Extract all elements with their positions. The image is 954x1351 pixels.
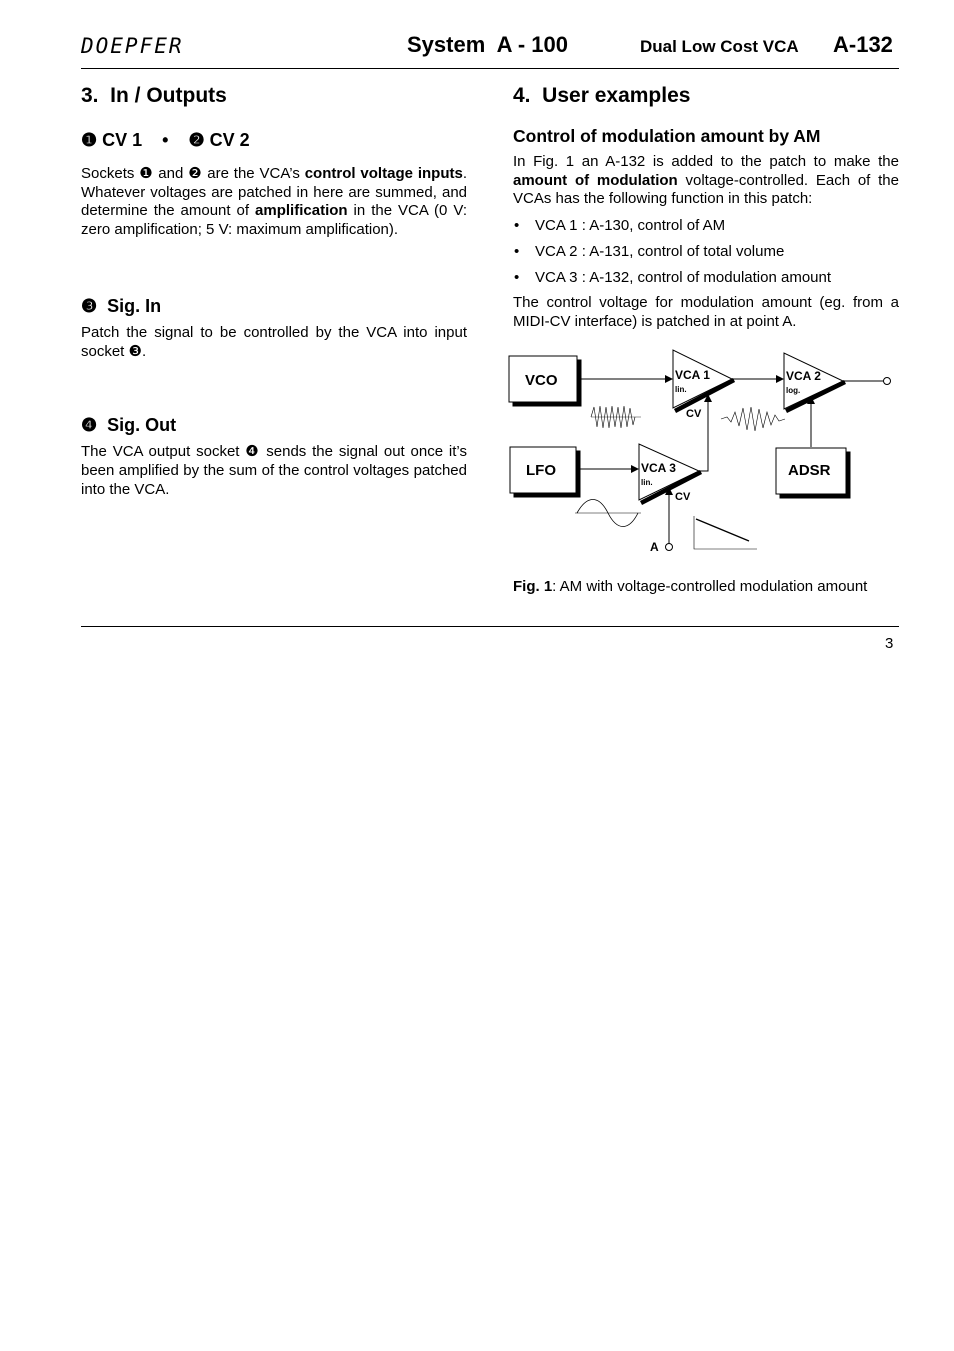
right-column — [513, 82, 899, 332]
list-item: • VCA 3 : A-132, control of modulation amount — [513, 269, 899, 287]
list-item: • VCA 2 : A-131, control of total volume — [513, 243, 899, 261]
cv-paragraph: Sockets ❶ and ❷ are the VCA’s control voltage inputs. Whatever voltages are patched in here are summed, and determine the amount of amplification in the VCA (0 V: zero amplification; 5 V: maximum amplification). — [81, 165, 467, 239]
cv-ramp-line — [696, 519, 749, 541]
doepfer-logo: DOEPFER — [81, 34, 184, 58]
sig-out-heading: ❹ Sig. Out — [81, 415, 177, 436]
figure-caption: Fig. 1: AM with voltage-controlled modulation amount — [513, 578, 868, 595]
point-a-socket — [666, 544, 673, 551]
section-heading-user-examples: 4. User examples — [513, 84, 691, 107]
section-heading-in-outputs: 3. In / Outputs — [81, 84, 227, 107]
patch-diagram — [507, 345, 899, 560]
lfo-label: LFO — [526, 462, 556, 479]
adsr-label: ADSR — [788, 462, 831, 479]
sig-out-paragraph: The VCA output socket ❹ sends the signal out once it’s been amplified by the sum of the control voltages patched into the VCA. — [81, 443, 467, 498]
left-column — [81, 82, 467, 499]
vca2-label: VCA 2 — [786, 369, 821, 383]
vca3-to-vca1-cv-line — [699, 395, 708, 471]
vca1-label: VCA 1 — [675, 368, 710, 382]
vca2-mode-label: log. — [786, 386, 801, 395]
vca3-cv-label: CV — [675, 491, 691, 503]
footer-rule — [81, 626, 899, 627]
vca1-cv-label: CV — [686, 408, 702, 420]
product-code: A-132 — [833, 32, 893, 57]
list-item: • VCA 1 : A-130, control of AM — [513, 217, 899, 235]
system-title: System A - 100 — [407, 32, 569, 57]
cv-heading: ❶ CV 1 • ❷ CV 2 — [81, 130, 250, 150]
vca-function-list — [513, 217, 899, 287]
vco-label: VCO — [525, 372, 558, 389]
vca1-mode-label: lin. — [675, 385, 687, 394]
output-socket — [884, 378, 891, 385]
point-a-label: A — [650, 540, 659, 554]
vca3-label: VCA 3 — [641, 461, 676, 475]
intro-paragraph: In Fig. 1 an A-132 is added to the patch to make the amount of modulation voltage-controlled. Each of the VCAs has the following function in this patch: — [513, 153, 899, 208]
cv-ramp-axes — [694, 516, 757, 549]
example-subheading: Control of modulation amount by AM — [513, 126, 821, 146]
am-waveform — [721, 407, 785, 431]
product-name: Dual Low Cost VCA — [640, 37, 799, 56]
page-number: 3 — [885, 635, 894, 652]
sig-in-paragraph: Patch the signal to be controlled by the VCA into input socket ❸. — [81, 323, 467, 360]
cv-note-paragraph: The control voltage for modulation amount (eg. from a MIDI-CV interface) is patched in at point A. — [513, 294, 899, 330]
sig-in-heading: ❸ Sig. In — [81, 295, 162, 316]
header-rule — [81, 68, 899, 69]
vca3-mode-label: lin. — [641, 478, 653, 487]
